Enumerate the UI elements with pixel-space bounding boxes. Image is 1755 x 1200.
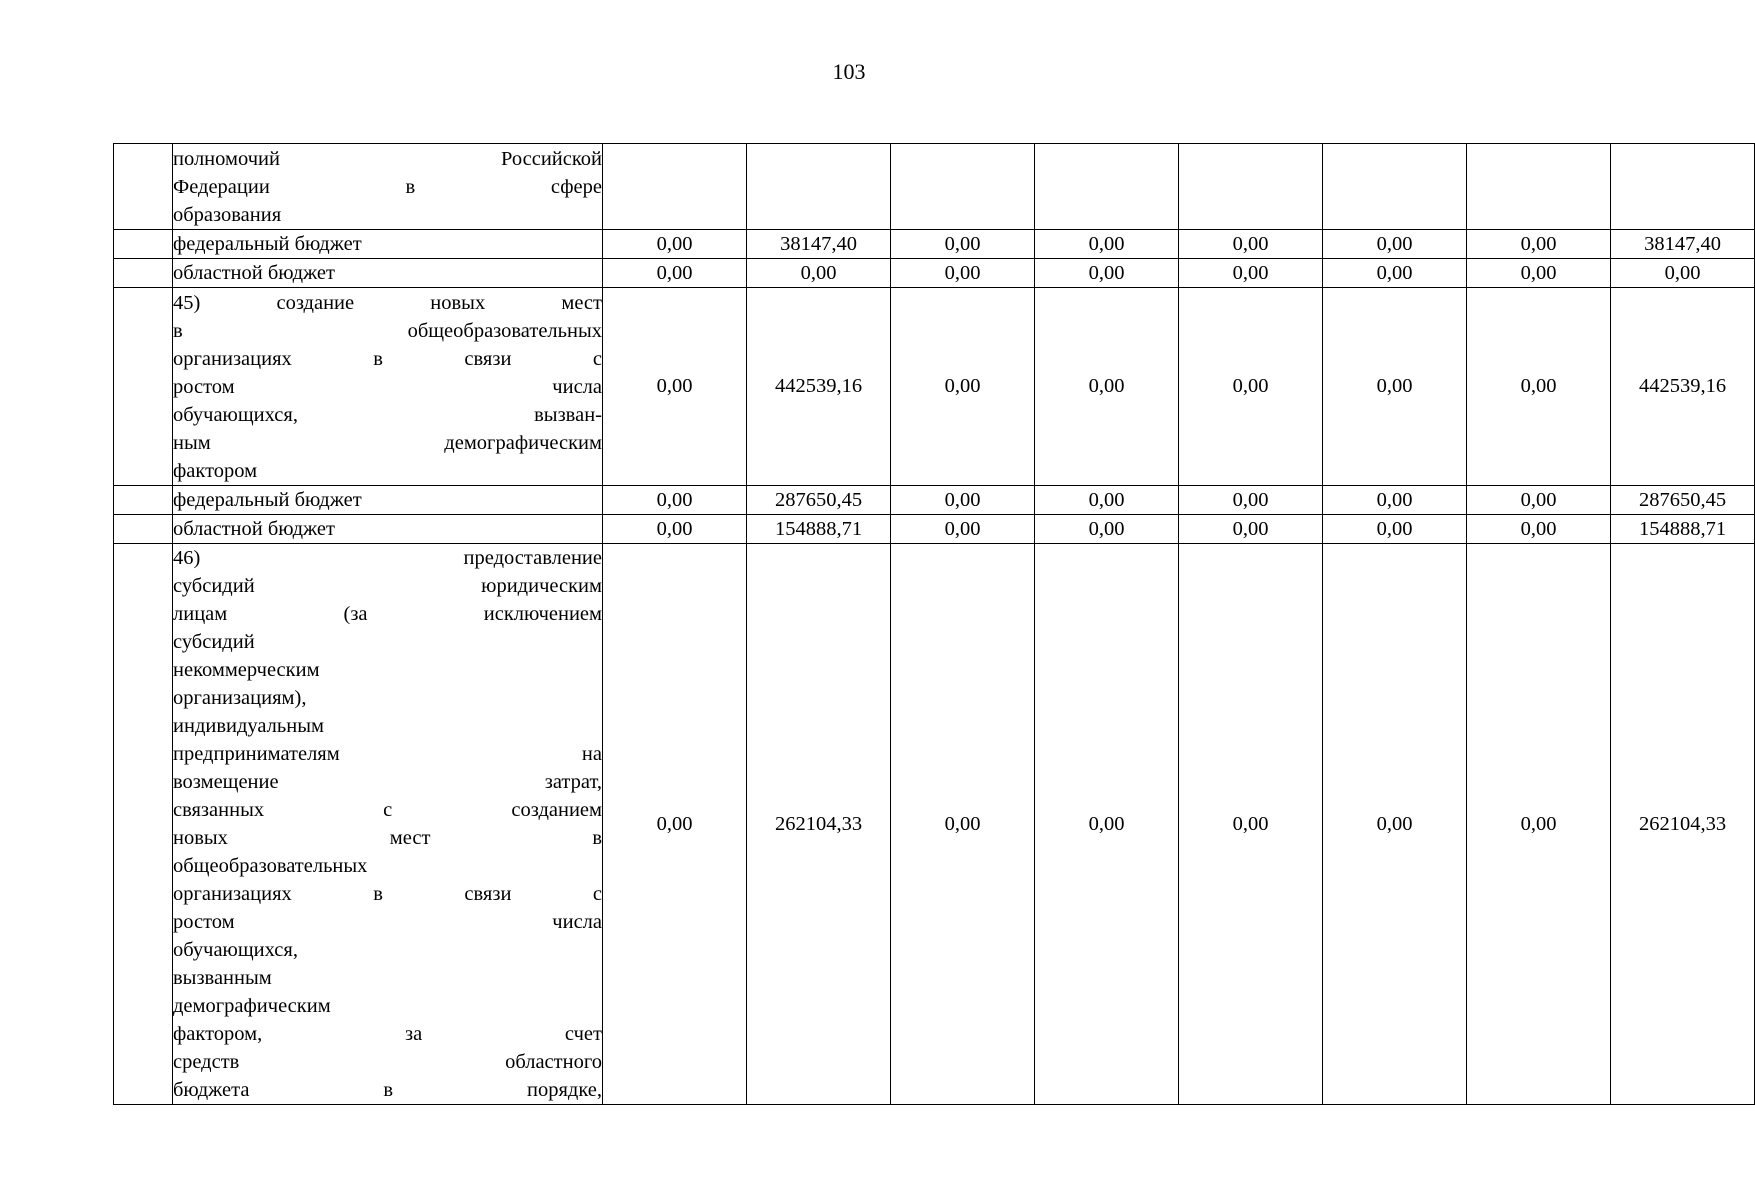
description-line: организациям), — [173, 687, 307, 709]
value-cell: 0,00 — [1611, 259, 1755, 288]
description-line: связанных с созданием — [173, 799, 602, 821]
description-line: ростом числа — [173, 375, 602, 398]
value-cell: 0,00 — [603, 544, 747, 1105]
value-cell: 0,00 — [1323, 486, 1467, 515]
value-cell — [1035, 144, 1179, 230]
value-cell: 0,00 — [1179, 515, 1323, 544]
value-cell: 0,00 — [1467, 230, 1611, 259]
value-cell: 154888,71 — [1611, 515, 1755, 544]
description-line: фактором, за счет — [173, 1023, 602, 1045]
value-cell — [1611, 144, 1755, 230]
value-cell: 0,00 — [1035, 288, 1179, 486]
description-line: лицам (за исключением — [173, 603, 602, 625]
value-cell: 0,00 — [1467, 288, 1611, 486]
row-index-cell — [114, 230, 173, 259]
value-cell: 0,00 — [1467, 515, 1611, 544]
value-cell: 0,00 — [891, 230, 1035, 259]
table-row — [114, 259, 1755, 288]
value-cell: 0,00 — [1323, 230, 1467, 259]
description-line: полномочий Российской — [173, 147, 602, 170]
description-line: обучающихся, вызван- — [173, 403, 602, 426]
description-line: фактором — [173, 459, 258, 482]
value-cell: 0,00 — [1035, 515, 1179, 544]
description-line: предпринимателям на — [173, 743, 602, 765]
value-cell: 38147,40 — [747, 230, 891, 259]
value-cell: 0,00 — [603, 515, 747, 544]
row-index-cell — [114, 144, 173, 230]
description-line: ростом числа — [173, 911, 602, 933]
value-cell: 262104,33 — [1611, 544, 1755, 1105]
description-line: некоммерческим — [173, 659, 320, 681]
value-cell: 0,00 — [1035, 230, 1179, 259]
table-row — [114, 288, 1755, 486]
description-line: 46) предоставление — [173, 547, 602, 569]
description-line: обучающихся, — [173, 939, 298, 961]
row-index-cell — [114, 288, 173, 486]
description-line: демографическим — [173, 995, 331, 1017]
row-description-cell — [173, 486, 603, 515]
description-line: общеобразовательных — [173, 855, 368, 877]
value-cell: 0,00 — [1179, 230, 1323, 259]
description-line: организациях в связи с — [173, 347, 602, 370]
table-row — [114, 515, 1755, 544]
value-cell: 0,00 — [891, 486, 1035, 515]
value-cell: 0,00 — [891, 515, 1035, 544]
value-cell: 0,00 — [1179, 486, 1323, 515]
description-line: организациях в связи с — [173, 883, 602, 905]
description-line: вызванным — [173, 967, 272, 989]
description-line: индивидуальным — [173, 715, 324, 737]
value-cell: 0,00 — [603, 259, 747, 288]
description-line: возмещение затрат, — [173, 771, 602, 793]
value-cell: 0,00 — [747, 259, 891, 288]
description-line: бюджета в порядке, — [173, 1079, 602, 1101]
value-cell: 0,00 — [1467, 544, 1611, 1105]
value-cell: 287650,45 — [1611, 486, 1755, 515]
description-line: субсидий — [173, 631, 255, 653]
value-cell: 38147,40 — [1611, 230, 1755, 259]
page-number: 103 — [832, 59, 866, 84]
description-line: новых мест в — [173, 827, 602, 849]
value-cell: 0,00 — [1323, 259, 1467, 288]
value-cell — [747, 144, 891, 230]
value-cell — [1179, 144, 1323, 230]
value-cell: 0,00 — [603, 486, 747, 515]
description-line: федеральный бюджет — [173, 489, 362, 511]
value-cell: 442539,16 — [747, 288, 891, 486]
value-cell: 0,00 — [891, 544, 1035, 1105]
value-cell: 0,00 — [1035, 544, 1179, 1105]
value-cell: 0,00 — [1035, 486, 1179, 515]
description-line: в общеобразовательных — [173, 319, 602, 342]
value-cell: 0,00 — [891, 259, 1035, 288]
value-cell: 0,00 — [1035, 259, 1179, 288]
value-cell: 442539,16 — [1611, 288, 1755, 486]
value-cell: 262104,33 — [747, 544, 891, 1105]
value-cell — [891, 144, 1035, 230]
value-cell: 0,00 — [1467, 259, 1611, 288]
value-cell: 287650,45 — [747, 486, 891, 515]
row-index-cell — [114, 544, 173, 1105]
value-cell: 154888,71 — [747, 515, 891, 544]
row-index-cell — [114, 259, 173, 288]
row-index-cell — [114, 486, 173, 515]
value-cell: 0,00 — [891, 288, 1035, 486]
row-description-cell — [173, 544, 603, 1105]
value-cell: 0,00 — [1323, 515, 1467, 544]
table-row — [114, 544, 1755, 1105]
row-description-cell — [173, 144, 603, 230]
description-line: областной бюджет — [173, 518, 335, 540]
description-line: ным демографическим — [173, 431, 602, 454]
value-cell: 0,00 — [603, 288, 747, 486]
table-body — [114, 144, 1755, 1105]
value-cell: 0,00 — [603, 230, 747, 259]
row-description-cell — [173, 230, 603, 259]
value-cell: 0,00 — [1323, 288, 1467, 486]
value-cell: 0,00 — [1179, 288, 1323, 486]
description-line: областной бюджет — [173, 262, 335, 284]
value-cell — [603, 144, 747, 230]
value-cell: 0,00 — [1179, 544, 1323, 1105]
description-line: средств областного — [173, 1051, 602, 1073]
description-line: 45) создание новых мест — [173, 291, 602, 314]
description-line: субсидий юридическим — [173, 575, 602, 597]
row-description-cell — [173, 259, 603, 288]
table-row — [114, 144, 1755, 230]
table-row — [114, 230, 1755, 259]
value-cell — [1323, 144, 1467, 230]
description-line: Федерации в сфере — [173, 175, 602, 198]
row-index-cell — [114, 515, 173, 544]
table-row — [114, 486, 1755, 515]
value-cell — [1467, 144, 1611, 230]
description-line: федеральный бюджет — [173, 233, 362, 255]
value-cell: 0,00 — [1467, 486, 1611, 515]
budget-table — [113, 143, 1755, 1105]
row-description-cell — [173, 515, 603, 544]
description-line: образования — [173, 203, 282, 226]
row-description-cell — [173, 288, 603, 486]
value-cell: 0,00 — [1323, 544, 1467, 1105]
value-cell: 0,00 — [1179, 259, 1323, 288]
